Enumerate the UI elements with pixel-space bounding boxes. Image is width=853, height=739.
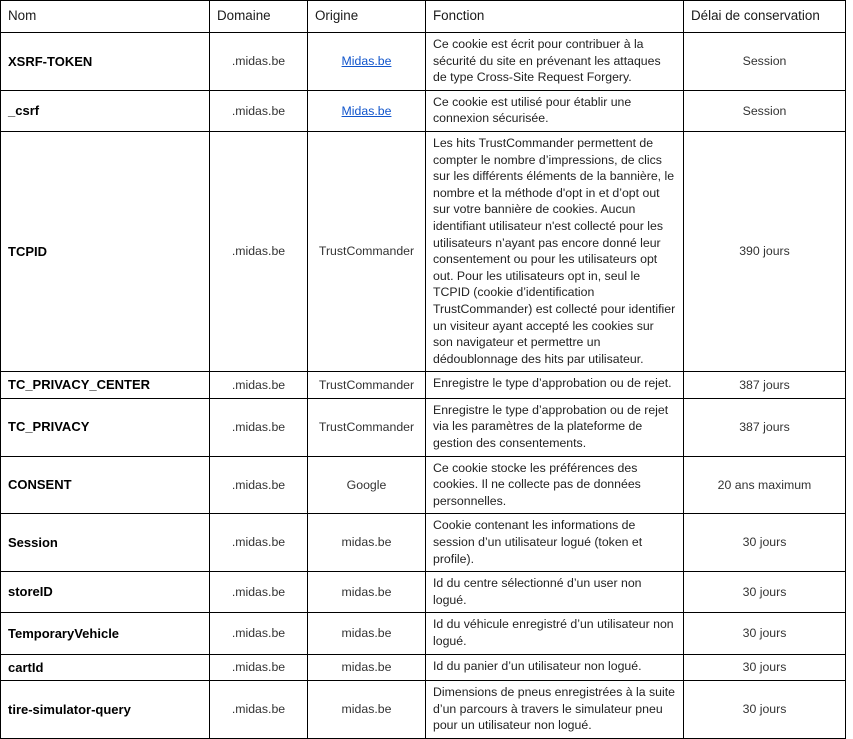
cell-domain: .midas.be [210,514,308,572]
cell-function-description: Ce cookie stocke les préférences des cookies. Il ne collecte pas de données personnelles. [426,456,684,514]
cell-function-description: Dimensions de pneus enregistrées à la suite d’un parcours à travers le simulateur pneu pour un utilisateur non logué. [426,681,684,739]
cell-origin: midas.be [308,654,426,681]
cell-cookie-name: CONSENT [1,456,210,514]
cell-retention-period: 30 jours [684,514,846,572]
cell-retention-period: Session [684,33,846,91]
cell-domain: .midas.be [210,654,308,681]
cell-function-description: Enregistre le type d’approbation ou de rejet. [426,372,684,399]
table-header-row [1,1,846,33]
table-body [1,33,846,739]
cell-retention-period: 390 jours [684,131,846,371]
cell-cookie-name: TC_PRIVACY_CENTER [1,372,210,399]
origin-link[interactable]: Midas.be [341,54,392,69]
cell-retention-period: Session [684,90,846,131]
cell-origin: midas.be [308,681,426,739]
table-row [1,33,846,91]
table-row [1,398,846,456]
table-row [1,572,846,613]
cell-retention-period: 387 jours [684,398,846,456]
cell-domain: .midas.be [210,572,308,613]
cell-domain: .midas.be [210,681,308,739]
cell-domain: .midas.be [210,456,308,514]
cell-cookie-name: tire-simulator-query [1,681,210,739]
table-row [1,654,846,681]
cell-cookie-name: cartId [1,654,210,681]
cell-function-description: Id du véhicule enregistré d’un utilisateur non logué. [426,613,684,654]
cell-origin[interactable] [308,33,426,91]
table-header [1,1,846,33]
cell-origin: midas.be [308,572,426,613]
cell-cookie-name: _csrf [1,90,210,131]
table-row [1,90,846,131]
cell-domain: .midas.be [210,613,308,654]
cell-domain: .midas.be [210,398,308,456]
cell-domain: .midas.be [210,90,308,131]
cell-origin: TrustCommander [308,372,426,399]
column-header-domaine: Domaine [210,1,308,33]
cell-cookie-name: TC_PRIVACY [1,398,210,456]
cell-cookie-name: TCPID [1,131,210,371]
column-header-origine: Origine [308,1,426,33]
cell-cookie-name: XSRF-TOKEN [1,33,210,91]
cell-domain: .midas.be [210,33,308,91]
cell-origin: midas.be [308,514,426,572]
cell-origin: midas.be [308,613,426,654]
cell-function-description: Ce cookie est écrit pour contribuer à la sécurité du site en prévenant les attaques de type Cross-Site Request Forgery. [426,33,684,91]
cell-origin: Google [308,456,426,514]
table-row [1,681,846,739]
cell-domain: .midas.be [210,372,308,399]
table-row [1,514,846,572]
cell-function-description: Les hits TrustCommander permettent de compter le nombre d’impressions, de clics sur les différents éléments de la bannière, le nombre et la méthode d'opt in et d’opt out sur votre bannière de cookies. Aucun identifiant utilisateur n'est collecté pour les utilisateurs n’ayant pas encore donné leur consentement ou pour les utilisateurs opt out. Pour les utilisateurs opt in, seul le TCPID (cookie d’identification TrustCommander) est collecté pour identifier un visiteur ayant accepté les cookies sur son navigateur et permettre un dédoublonnage des hits par utilisateur. [426,131,684,371]
cell-function-description: Enregistre le type d’approbation ou de rejet via les paramètres de la plateforme de gestion des consentements. [426,398,684,456]
cell-origin: TrustCommander [308,131,426,371]
column-header-nom: Nom [1,1,210,33]
column-header-fonction: Fonction [426,1,684,33]
cell-function-description: Id du centre sélectionné d’un user non logué. [426,572,684,613]
cell-retention-period: 20 ans maximum [684,456,846,514]
cell-retention-period: 30 jours [684,613,846,654]
cell-cookie-name: storeID [1,572,210,613]
origin-link[interactable]: Midas.be [341,103,392,118]
cell-origin[interactable] [308,90,426,131]
cell-retention-period: 30 jours [684,572,846,613]
cell-domain: .midas.be [210,131,308,371]
cell-function-description: Id du panier d’un utilisateur non logué. [426,654,684,681]
cell-function-description: Cookie contenant les informations de session d’un utilisateur logué (token et profile). [426,514,684,572]
cell-retention-period: 387 jours [684,372,846,399]
cell-cookie-name: TemporaryVehicle [1,613,210,654]
cell-function-description: Ce cookie est utilisé pour établir une connexion sécurisée. [426,90,684,131]
column-header-delai: Délai de conservation [684,1,846,33]
cell-retention-period: 30 jours [684,654,846,681]
table-row [1,613,846,654]
table-row [1,456,846,514]
table-row [1,131,846,371]
cell-origin: TrustCommander [308,398,426,456]
table-row [1,372,846,399]
cell-retention-period: 30 jours [684,681,846,739]
cell-cookie-name: Session [1,514,210,572]
